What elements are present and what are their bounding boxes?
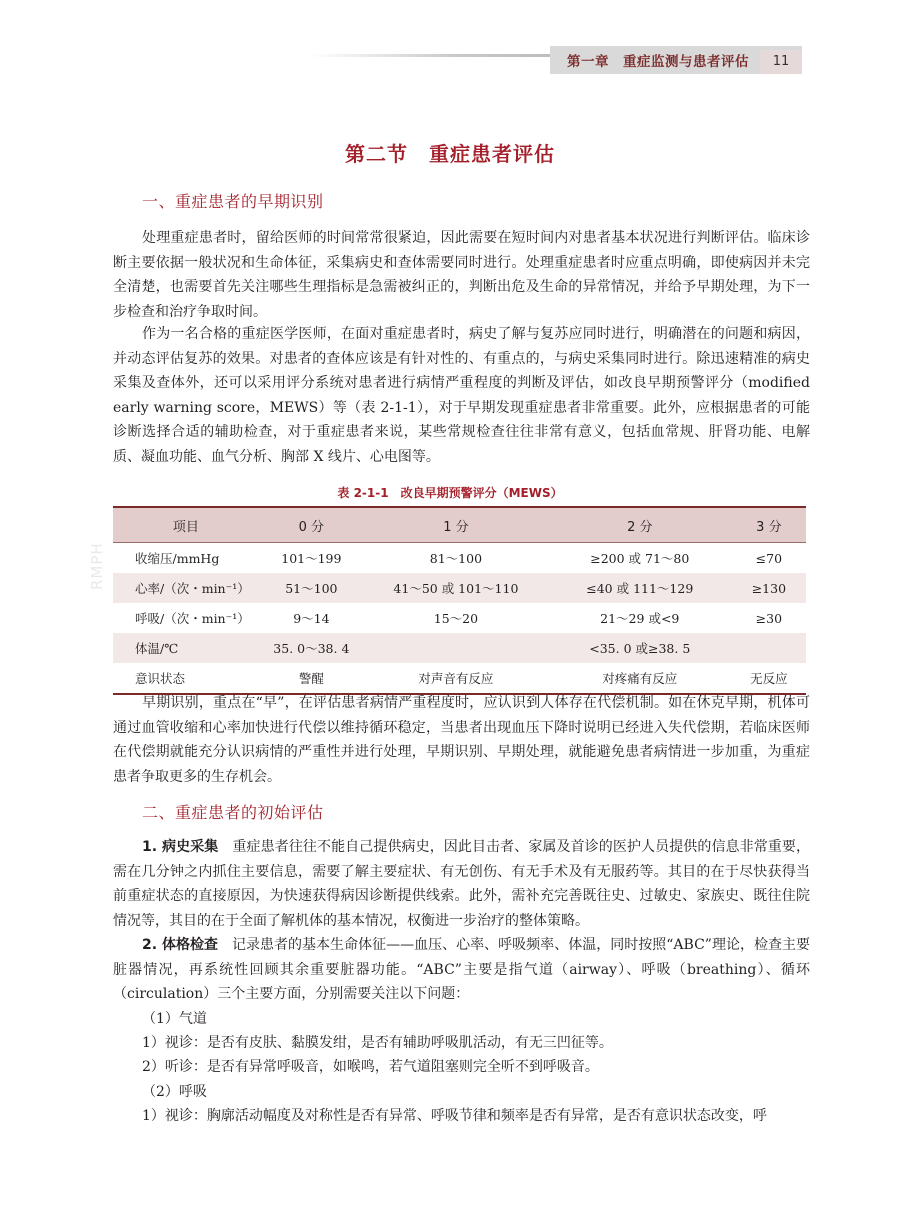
table-cell: ≥30 xyxy=(755,610,783,626)
table-cell: 15～20 xyxy=(433,611,479,626)
table-cell: 对疼痛有反应 xyxy=(548,663,732,694)
heading-early-recognition: 一、重症患者的早期识别 xyxy=(142,192,324,211)
item-exam-text: 记录患者的基本生命体征——血压、心率、呼吸频率、体温，同时按照“ABC”理论，检查主要脏器情况，再系统性回顾其余重要脏器功能。“ABC”主要是指气道（airway）、呼吸（breathing）、循环（circulation）三个主要方面，分别需要关注以下问题： xyxy=(113,937,811,1002)
table-cell: <35. 0 或≥38. 5 xyxy=(548,633,732,663)
table-cell: ≤40 或 111～129 xyxy=(548,573,732,603)
table-header-cell: 1 分 xyxy=(364,507,548,543)
table-cell: 101～199 xyxy=(281,551,342,566)
heading-initial-assessment: 二、重症患者的初始评估 xyxy=(142,803,324,822)
table-cell: 41～50 或 101～110 xyxy=(364,573,548,603)
table-header-cell: 3 分 xyxy=(732,507,806,543)
table-cell: 呼吸/（次・min⁻¹） xyxy=(135,611,250,626)
table-cell xyxy=(364,633,548,663)
watermark: RMPH xyxy=(88,542,106,590)
running-header-chapter: 第一章 重症监测与患者评估 xyxy=(567,54,749,70)
subheading-breathing: （2）呼吸 xyxy=(142,1084,207,1100)
table-cell: ≥200 或 71～80 xyxy=(590,551,690,566)
table-cell: 体温/℃ xyxy=(113,633,259,663)
table-cell: ≤70 xyxy=(755,550,783,566)
table-row xyxy=(113,633,806,663)
breathing-inspection: 1）视诊：胸廓活动幅度及对称性是否有异常、呼吸节律和频率是否有异常，是否有意识状态改变，呼 xyxy=(142,1108,767,1124)
table-cell: 意识状态 xyxy=(113,663,259,694)
table-cell: 81～100 xyxy=(429,551,483,566)
paragraph-physical-exam xyxy=(113,933,810,1007)
paragraph-3: 早期识别，重点在“早”，在评估患者病情严重程度时，应认识到人体存在代偿机制。如在休克早期，机体可通过血管收缩和心率加快进行代偿以维持循环稳定，当患者出现血压下降时说明已经进入失代偿期，若临床医师在代偿期就能充分认识病情的严重性并进行处理，早期识别、早期处理，就能避免患者病情进一步加重，为重症患者争取更多的生存机会。 xyxy=(113,695,810,785)
table-header-cell: 2 分 xyxy=(548,507,732,543)
table-cell: 51～100 xyxy=(259,573,364,603)
paragraph-2: 作为一名合格的重症医学医师，在面对重症患者时，病史了解与复苏应同时进行，明确潜在的问题和病因，并动态评估复苏的效果。对患者的查体应该是有针对性的、有重点的，与病史采集同时进行。除迅速精准的病史采集及查体外，还可以采用评分系统对患者进行病情严重程度的判断及评估，如改良早期预警评分（modified early warning score，MEWS）等（表 2-1-1），对于早期发现重症患者非常重要。此外，应根据患者的可能诊断选择合适的辅助检查，对于重症患者来说，某些常规检查往往非常有意义，包括血常规、肝肾功能、电解质、凝血功能、血气分析、胸部 X 线片、心电图等。 xyxy=(113,326,810,465)
table-cell: 35. 0～38. 4 xyxy=(259,633,364,663)
table-cell: 收缩压/mmHg xyxy=(135,551,220,566)
airway-inspection: 1）视诊：是否有皮肤、黏膜发绀，是否有辅助呼吸肌活动，有无三凹征等。 xyxy=(142,1035,613,1051)
table-cell: 21～29 或<9 xyxy=(600,611,680,626)
item-exam-title: 2. 体格检查 xyxy=(142,937,218,953)
table-cell: 心率/（次・min⁻¹） xyxy=(113,573,259,603)
mews-table xyxy=(113,506,806,695)
table-header-cell: 项目 xyxy=(113,507,259,543)
item-history-title: 1. 病史采集 xyxy=(142,839,219,855)
table-row xyxy=(113,543,806,574)
paragraph-history-taking xyxy=(113,835,810,933)
item-history-text: 重症患者往往不能自己提供病史，因此目击者、家属及首诊的医护人员提供的信息非常重要，需在几分钟之内抓住主要信息，需要了解主要症状、有无创伤、有无手术及有无服药等。其目的在于尽快获得当前重症状态的直接原因，为快速获得病因诊断提供线索。此外，需补充完善既往史、过敏史、家族史、既往住院情况等，其目的在于全面了解机体的基本情况，权衡进一步治疗的整体策略。 xyxy=(113,839,810,929)
table-row xyxy=(113,573,806,603)
table-row xyxy=(113,663,806,694)
page-number: 11 xyxy=(760,50,802,74)
table-header-cell: 0 分 xyxy=(259,507,364,543)
table-header-row xyxy=(113,507,806,543)
airway-auscultation: 2）听诊：是否有异常呼吸音，如喉鸣，若气道阻塞则完全听不到呼吸音。 xyxy=(142,1059,599,1075)
table-cell: 警醒 xyxy=(259,663,364,694)
header-rule xyxy=(310,54,550,57)
table-cell: ≥130 xyxy=(732,573,806,603)
paragraph-1: 处理重症患者时，留给医师的时间常常很紧迫，因此需要在短时间内对患者基本状况进行判断评估。临床诊断主要依据一般状况和生命体征，采集病史和查体需要同时进行。处理重症患者时应重点明确，即使病因并未完全清楚，也需要首先关注哪些生理指标是急需被纠正的，判断出危及生命的异常情况，并给予早期处理，为下一步检查和治疗争取时间。 xyxy=(113,230,810,320)
subheading-airway: （1）气道 xyxy=(142,1011,207,1027)
table-cell: 对声音有反应 xyxy=(364,663,548,694)
table-row xyxy=(113,603,806,633)
table-caption: 表 2-1-1 改良早期预警评分（MEWS） xyxy=(337,486,563,500)
table-cell: 9～14 xyxy=(293,611,330,626)
table-cell: 无反应 xyxy=(732,663,806,694)
section-title: 第二节 重症患者评估 xyxy=(345,142,555,166)
table-cell xyxy=(732,633,806,663)
